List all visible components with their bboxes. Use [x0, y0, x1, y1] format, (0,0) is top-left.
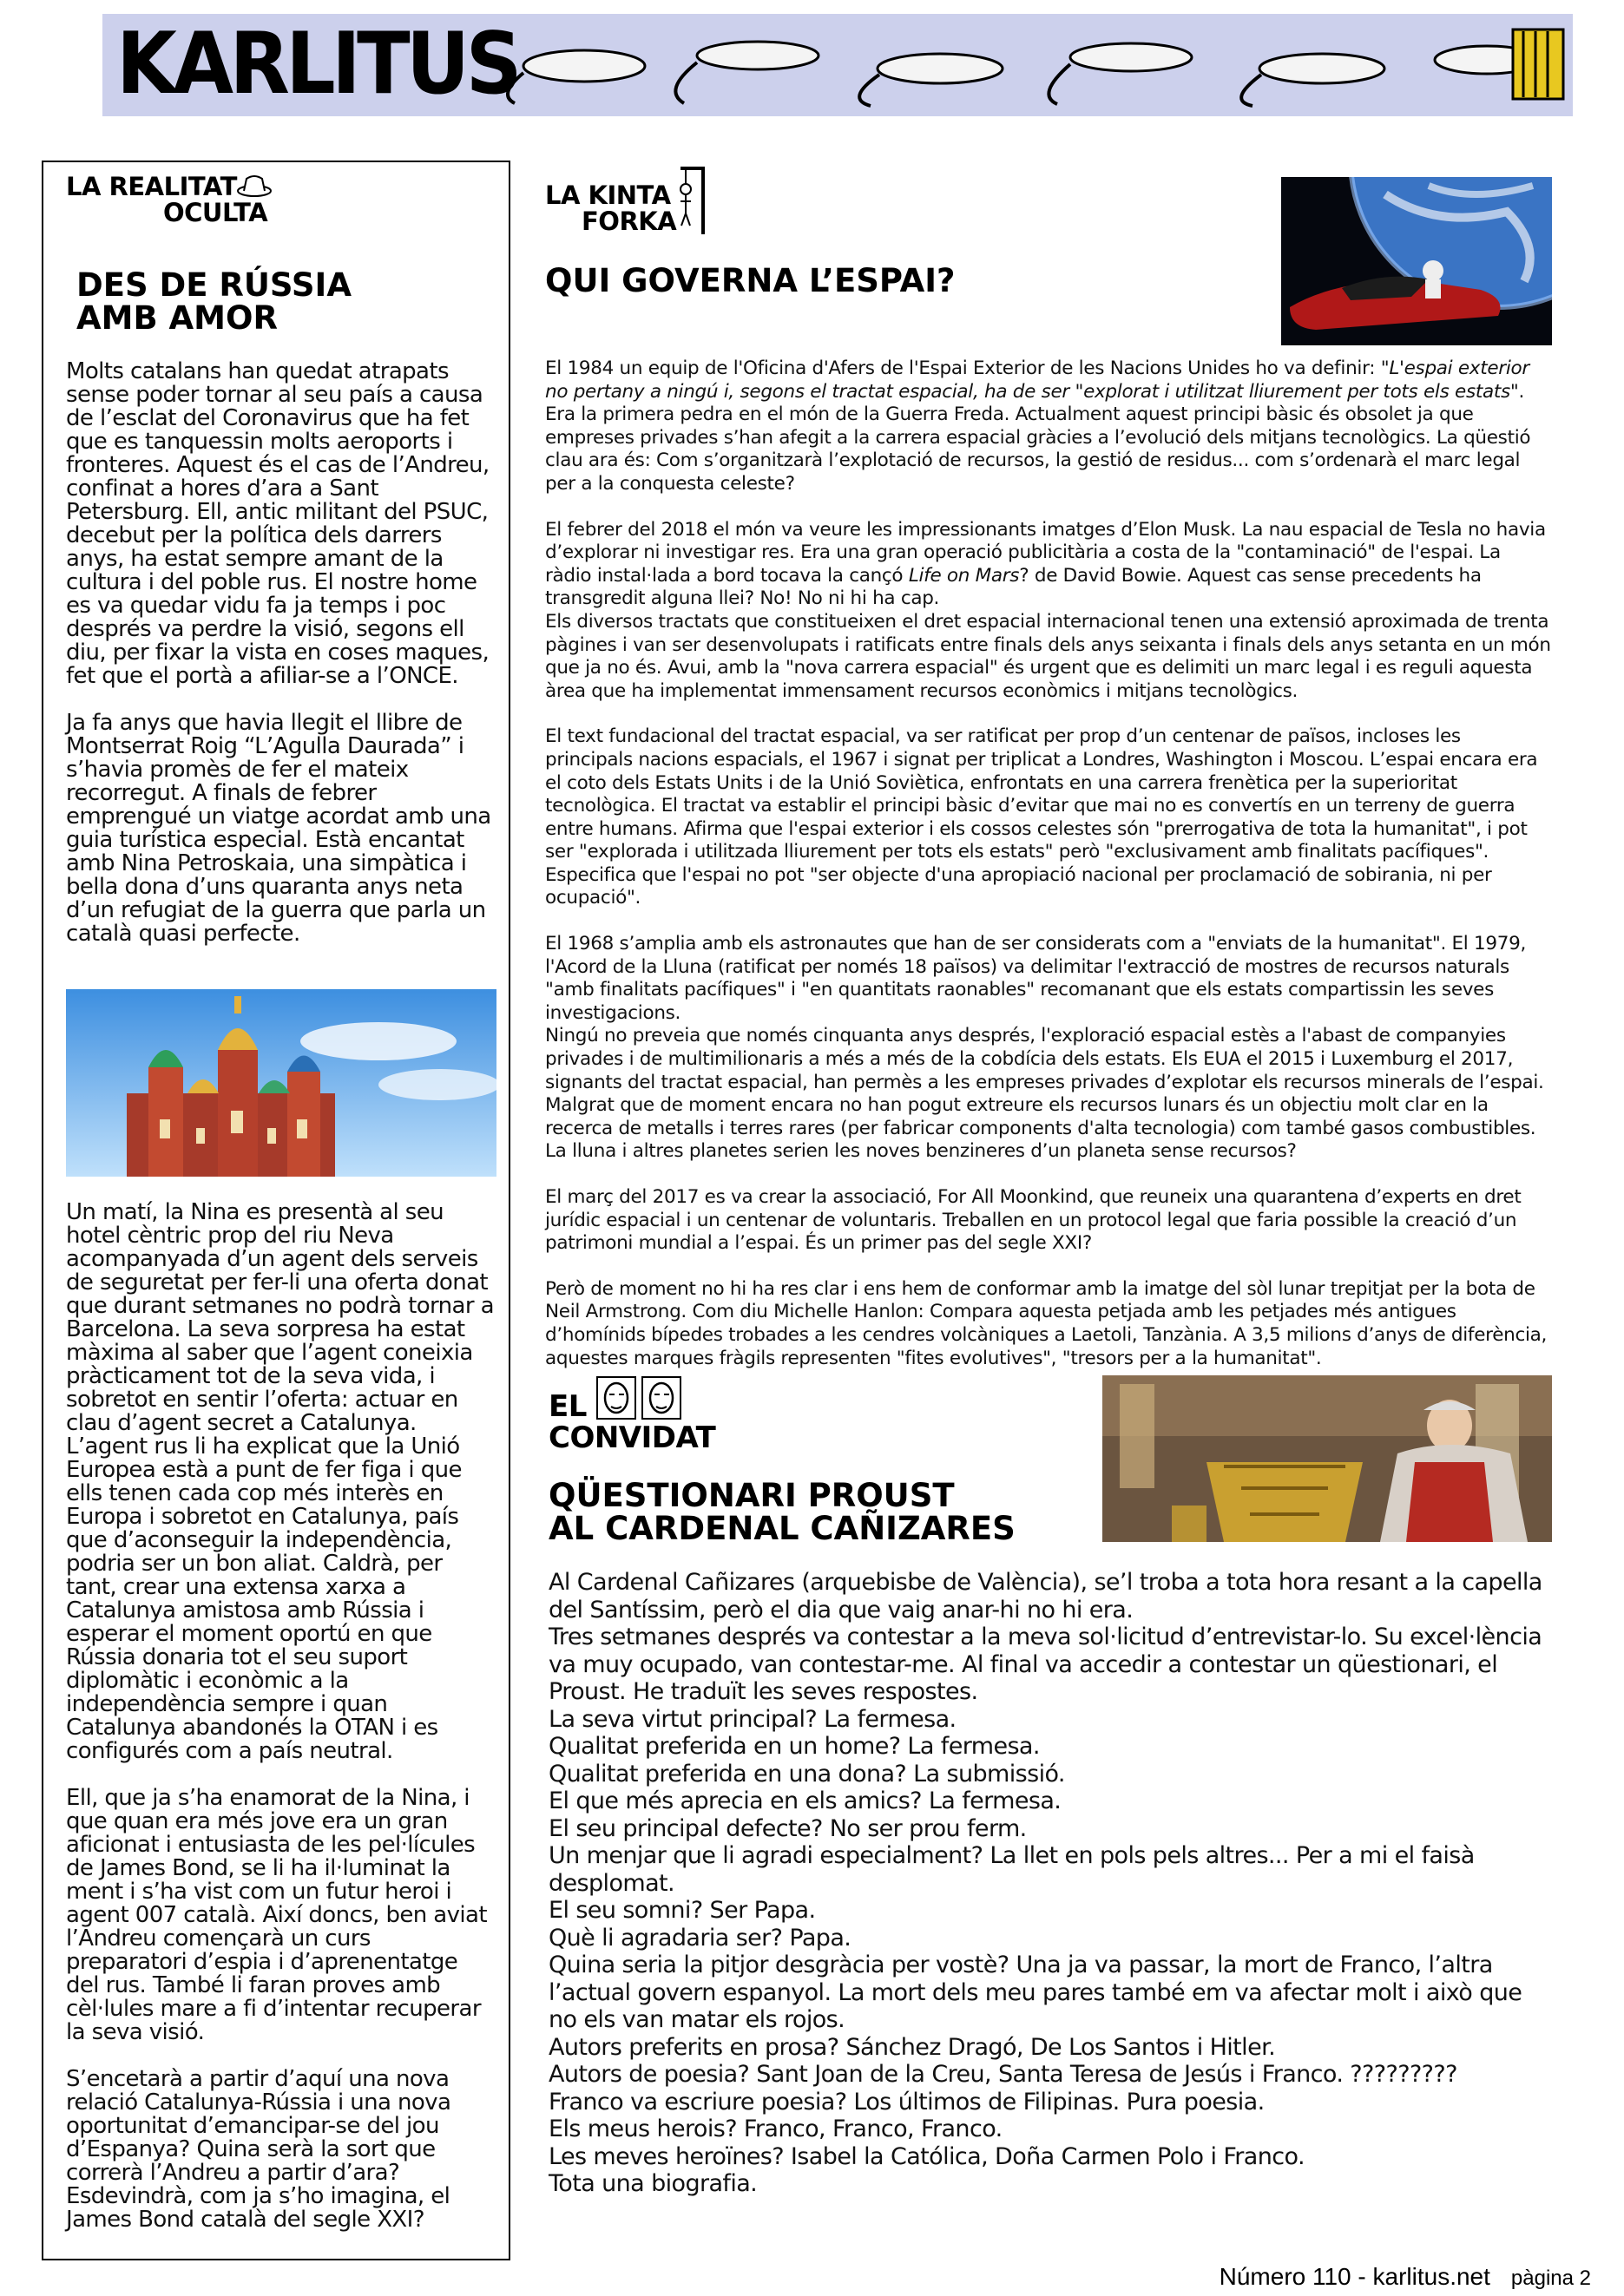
kinta-body	[545, 358, 1552, 1370]
interview-line: La seva virtut principal? La fermesa.	[549, 1705, 957, 1733]
interview-line: El seu somni? Ser Papa.	[549, 1897, 816, 1924]
kinta-paragraph: Els diversos tractats que constitueixen el dret espacial internacional tenen una extensió aproximada de trenta pàgines i van ser desenvolupats i ratificats entre finals dels anys seixanta i finals dels anys setanta en un món que ja no és. Avui, amb la "nova carrera espacial" és urgent que es delimiti un marc legal i es reguli aquesta àrea que ha implementat immensament recursos econòmics i mitjans tecnològics.	[545, 610, 1551, 702]
masthead	[102, 14, 1573, 116]
interview-line: Què li agradaria ser? Papa.	[549, 1924, 851, 1952]
section-logo-line1: LA KINTA	[545, 180, 671, 210]
interview-line: El que més aprecia en els amics? La fermesa.	[549, 1788, 1062, 1814]
kinta-quote: L'espai exterior no pertany a ningú i, segons el tractat espacial, ha de ser "explorat i utilitzat lliurement per tots els estats"	[545, 358, 1529, 403]
cathedral-photo	[66, 989, 496, 1177]
rat-drawings-icon	[489, 21, 1569, 111]
interview-line: Tres setmanes després va contestar a la meva sol·licitud d’entrevistar-lo. Su excel·lència va muy ocupado, van contestar-me. Al final va accedir a contestar un qüestionari, el Proust. He traduït les seves respostes.	[549, 1624, 1542, 1705]
gallows-icon	[674, 163, 708, 236]
kinta-headline: QUI GOVERNA L’ESPAI?	[545, 262, 956, 299]
kinta-paragraph: Ningú no preveia que només cinquanta anys després, l'exploració espacial estès a l'abast de companyies privades i de multimilionaris a més a més de la cobdícia dels estats. Els EUA el 2015 i Luxemburg el 2017, signants del tractat espacial, han permès a les empreses privades d’explotar els recursos minerals de l’espai. Malgrat que de moment encara no han pogut extreure els recursos lunars és un objectiu molt clar en la recerca de metalls i terres rares (per fabricar components d'alta tecnologia) com també gasos combustibles. La lluna i altres planetes serien les noves benzineres d’un planeta sense recursos?	[545, 1025, 1544, 1163]
interview-line: Qualitat preferida en un home? La fermesa.	[549, 1733, 1040, 1760]
kinta-text: El febrer del 2018 el món va veure les impressionants imatges d’Elon Musk. La nau espacial de Tesla no havia d’explorar ni investigar res. Era una gran operació publicitària a costa de la "contaminació" de l'espai. La ràdio instal·lada a bord tocava la cançó	[545, 518, 1546, 587]
section-logo-line2: FORKA	[582, 207, 677, 236]
sidebar-paragraph: Molts catalans han quedat atrapats sense poder tornar al seu país a causa de l’esclat del Coronavirus que ha fet que es tanquessin molts aeroports i fronteres. Aquest és el cas de l’Andreu, confinat a hores d’ara a Sant Petersburg. Ell, antic militant del PSUC, decebut per la política dels darrers anys, ha estat sempre amant de la cultura i del poble rus. El nostre home es va quedar vidu fa ja temps i poc després va perdre la visió, segons ell diu, per fixar la vista en coses maques, fet que el portà a afiliar-se a l’ONCE.	[66, 358, 490, 689]
footer-page-number: pàgina 2	[1510, 2266, 1591, 2290]
sidebar-body-top	[66, 360, 496, 946]
sidebar-headline-line2: AMB AMOR	[76, 299, 278, 337]
kinta-paragraph	[545, 358, 1552, 496]
kinta-paragraph: Però de moment no hi ha res clar i ens hem de conformar amb la imatge del sòl lunar trepitjat per la bota de Neil Armstrong. Com diu Michelle Hanlon: Compara aquesta petjada amb les petjades més antigues d’homínids bípedes trobades a les cendres volcàniques a Laetoli, Tanzània. A 3,5 milions d’anys de diferència, aquestes marques fràgils representen "fites evolutives", "tresors per a la humanitat".	[545, 1277, 1548, 1369]
kinta-text: El 1984 un equip de l'Oficina d'Afers de l'Espai Exterior de les Nacions Unides ho va definir: "	[545, 358, 1390, 379]
convidat-headline-line1: QÜESTIONARI PROUST	[549, 1477, 955, 1514]
hat-icon	[236, 172, 273, 198]
interview-line: Tota una biografia.	[549, 2170, 758, 2197]
footer-issue: Número 110 - karlitus.net	[1219, 2263, 1490, 2290]
tesla-space-photo	[1281, 177, 1552, 345]
kinta-paragraph	[545, 519, 1552, 611]
convidat-headline	[549, 1479, 1104, 1545]
interview-line: Autors de poesia? Sant Joan de la Creu, Santa Teresa de Jesús i Franco. ?????????	[549, 2061, 1457, 2088]
interview-line: Un menjar que li agradi especialment? La llet en pols pels altres... Per a mi el faisà desplomat.	[549, 1842, 1475, 1897]
kinta-paragraph: El text fundacional del tractat espacial, va ser ratificat per prop d’un centenar de països, incloses les principals nacions espacials, el 1967 i signat per triplicat a Londres, Washington i Moscou. L’espai encara era el coto dels Estats Units i de la Unió Soviètica, enfrontats en una carrera frenètica per la superioritat tecnològica. El tractat va establir el principi bàsic d’evitar que mai no es convertís en un terreny de guerra entre humans. Afirma que l'espai exterior i els cossos celestes són "prerrogativa de tota la humanitat", i pot ser "explorada i utilitzada lliurement per tots els estats" però "exclusivament amb finalitats pacífiques". Especifica que l'espai no pot "ser objecte d'una apropiació nacional per proclamació de sobirania, ni per ocupació".	[545, 725, 1538, 909]
section-logo-convidat	[549, 1391, 715, 1453]
sidebar-body-bottom	[66, 1201, 496, 2232]
interview-line: Les meves heroïnes? Isabel la Católica, Doña Carmen Polo i Franco.	[549, 2142, 1305, 2170]
sidebar-paragraph: S’encetarà a partir d’aquí una nova relació Catalunya-Rússia i una nova oportunitat d’emancipar-se del jou d’Espanya? Quina serà la sort que correrà l’Andreu a partir d’ara? Esdevindrà, com ja s’ho imagina, el James Bond català del segle XXI?	[66, 2066, 451, 2233]
kinta-text: ? de David Bowie. Aquest cas sense precedents ha transgredit alguna llei? No! No ni hi ha cap.	[545, 564, 1482, 610]
interview-line: Franco va escriure poesia? Los últimos de Filipinas. Pura poesia.	[549, 2088, 1265, 2116]
kinta-text: . Era la primera pedra en el món de la Guerra Freda. Actualment aquest principi bàsic és obsolet ja que empreses privades s’han afegit a la carrera espacial gràcies a l’evolució dels mitjans tecnològics. La qüestió clau ara és: Com s’organitzarà l’explotació de recursos, la gestió de residus... com s’ordenarà el marc legal per a la conquesta celeste?	[545, 380, 1531, 495]
section-logo-kinta	[545, 182, 676, 234]
interview-line: Quina seria la pitjor desgràcia per vostè? Una ja va passar, la mort de Franco, l’altra l’actual govern espanyol. La mort dels meu pares també em va afectar molt i això que no els van matar els rojos.	[549, 1952, 1522, 2033]
convidat-body	[549, 1569, 1555, 2198]
section-logo-line2: OCULTA	[163, 198, 268, 227]
sidebar-headline-line1: DES DE RÚSSIA	[76, 266, 352, 304]
interview-line: Els meus herois? Franco, Franco, Franco.	[549, 2116, 1003, 2142]
section-logo-line1: LA REALITAT	[66, 172, 237, 201]
kinta-song-title: Life on Mars	[908, 564, 1020, 587]
cardinal-photo	[1102, 1375, 1552, 1542]
section-logo-line2: CONVIDAT	[549, 1420, 716, 1455]
interview-line: Al Cardenal Cañizares (arquebisbe de València), se’l troba a tota hora resant a la capella del Santíssim, però el dia que vaig anar-hi no hi era.	[549, 1569, 1542, 1624]
sidebar-paragraph: Un matí, la Nina es presentà al seu hotel cèntric prop del riu Neva acompanyada d’un agent dels serveis de seguretat per fer-li una oferta donat que durant setmanes no podrà tornar a Barcelona. La seva sorpresa ha estat màxima al saber que l’agent coneixia pràcticament tot de la seva vida, i sobretot en sentir l’oferta: actuar en clau d’agent secret a Catalunya. L’agent rus li ha explicat que la Unió Europea està a punt de fer figa i que ells tenen cada cop més interès en Europa i sobretot en Catalunya, país que d’aconseguir la independència, podria ser un bon aliat. Caldrà, per tant, crear una extensa xarxa a Catalunya amistosa amb Rússia i esperar el moment oportú en que Rússia donaria tot el seu suport diplomàtic i econòmic a la independència sempre i quan Catalunya abandonés la OTAN i es configurés com a país neutral.	[66, 1199, 494, 1764]
interview-line: Qualitat preferida en una dona? La submissió.	[549, 1760, 1065, 1788]
sidebar-paragraph: Ell, que ja s’ha enamorat de la Nina, i que quan era més jove era un gran aficionat i entusiasta de les pel·lícules de James Bond, se li ha il·luminat la ment i s’ha vist com un futur heroi i agent 007 català. Així doncs, ben aviat l’Andreu començarà un curs preparatori d’espia i d’aprenentatge del rus. També li faran proves amb cèl·lules mare a fi d’intentar recuperar la seva visió.	[66, 1785, 487, 2045]
convidat-headline-line2: AL CARDENAL CAÑIZARES	[549, 1510, 1016, 1547]
kinta-paragraph: El 1968 s’amplia amb els astronautes que han de ser considerats com a "enviats de la humanitat". El 1979, l'Acord de la Lluna (ratificat per només 18 països) va delimitar l'extracció de mostres de recursos naturals "amb finalitats pacífiques" i "en quantitats raonables" recomanant que els estats compartissin les seves investigacions.	[545, 933, 1527, 1024]
footer	[1220, 2263, 1591, 2291]
section-logo-line1: EL	[549, 1389, 587, 1424]
sidebar-paragraph: Ja fa anys que havia llegit el llibre de Montserrat Roig “L’Agulla Daurada” i s’havia promès de fer el mateix recorregut. A finals de febrer emprengué un viatge acordat amb una guia turística especial. Està encantat amb Nina Petroskaia, una simpàtica i bella dona d’uns quaranta anys neta d’un refugiat de la guerra que parla un català quasi perfecte.	[66, 710, 491, 947]
interview-line: El seu principal defecte? No ser prou ferm.	[549, 1814, 1027, 1842]
kinta-paragraph: El març del 2017 es va crear la associació, For All Moonkind, que reuneix una quarantena d’experts en dret jurídic espacial i un centenar de voluntaris. Treballen en un protocol legal que faria possible la creació d’un patrimoni mundial a l’espai. És un primer pas del segle XXI?	[545, 1186, 1522, 1255]
masthead-title: KARLITUS	[116, 15, 518, 114]
sidebar-headline	[76, 266, 493, 337]
interview-line: Autors preferits en prosa? Sánchez Dragó, De Los Santos i Hitler.	[549, 2033, 1276, 2061]
